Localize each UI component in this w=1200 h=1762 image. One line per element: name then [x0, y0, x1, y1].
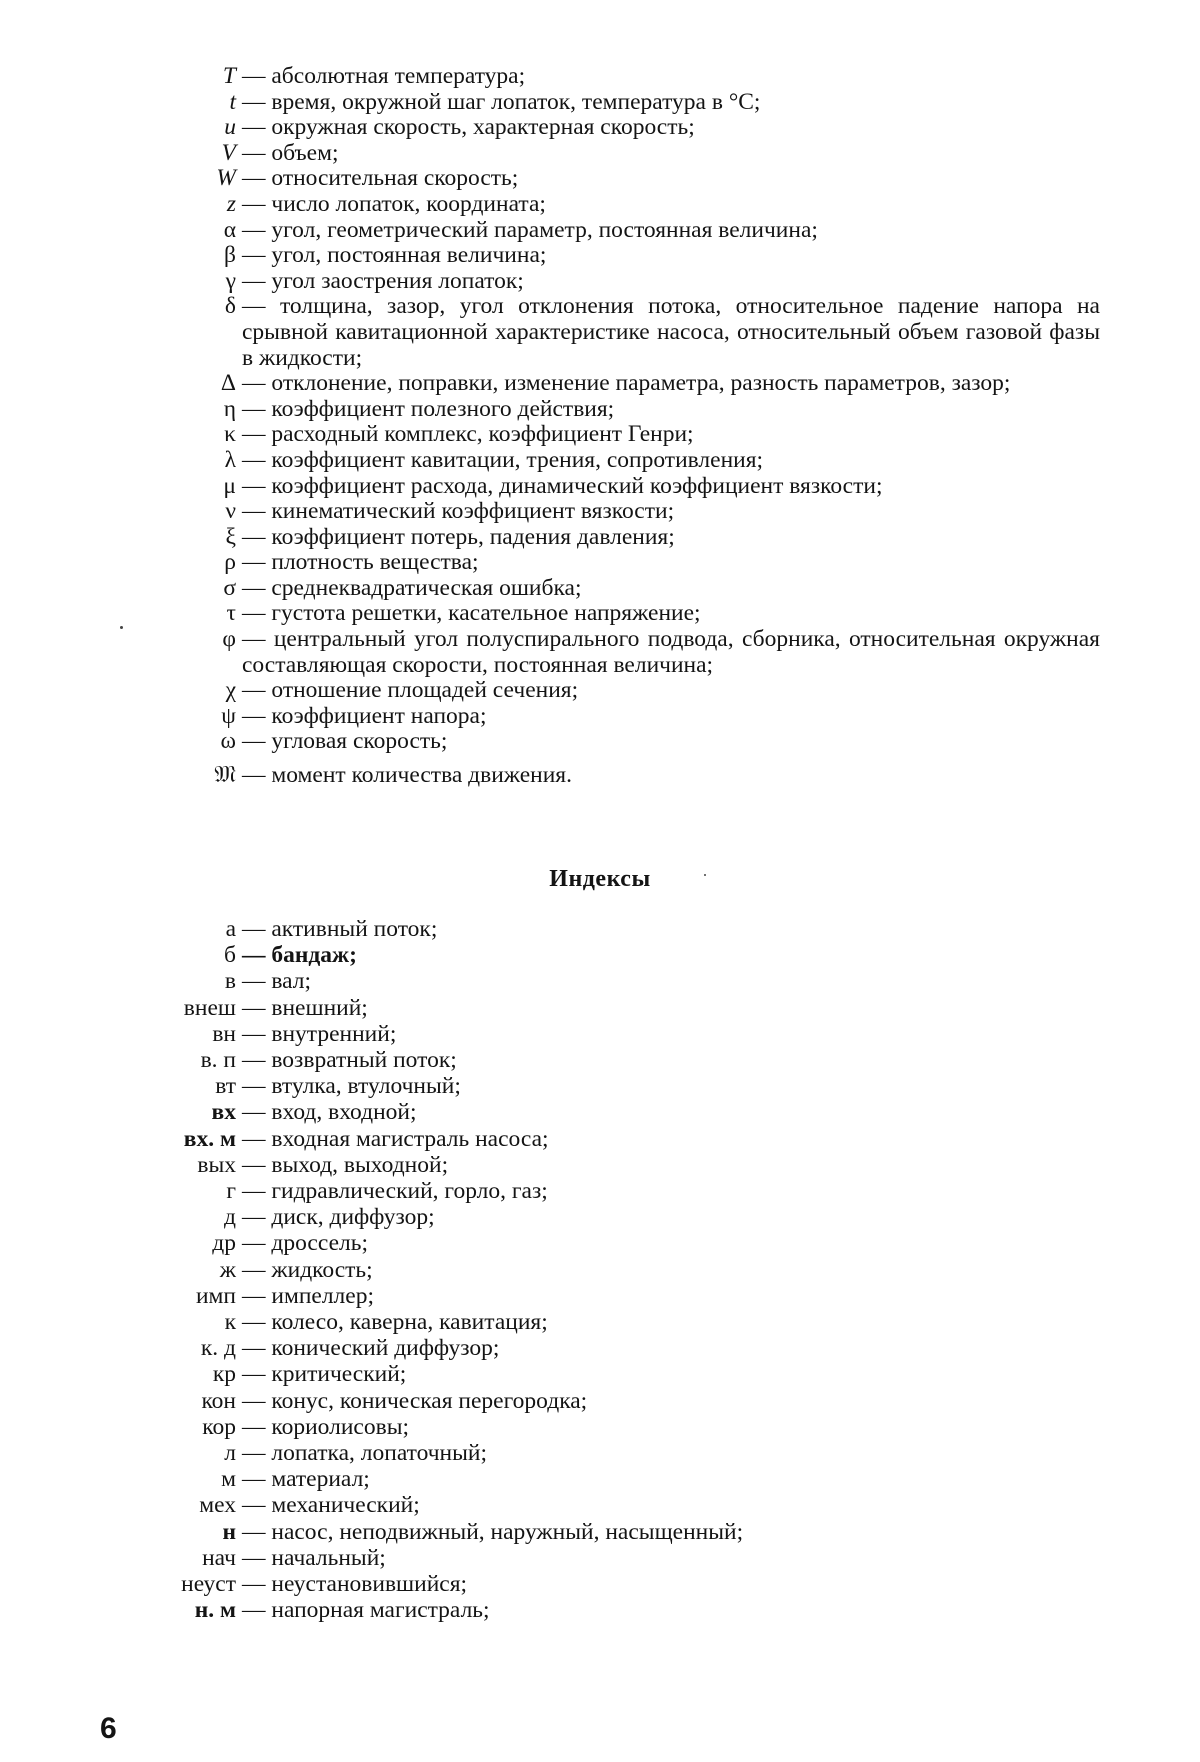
index-row — [140, 995, 900, 1021]
index-description: — дроссель; — [242, 1230, 368, 1257]
symbol-row — [180, 269, 1100, 295]
symbol-row — [180, 397, 1100, 423]
index-description: — вход, входной; — [242, 1099, 417, 1126]
index-row — [140, 1309, 900, 1335]
index-key: к. д — [200, 1335, 236, 1362]
index-row — [140, 1099, 900, 1125]
symbol-description: — момент количества движения. — [242, 762, 572, 789]
symbol-description: — среднеквадратическая ошибка; — [242, 574, 582, 601]
symbol-description: — центральный угол полуспирального подвода, сборника, относительная окружная составляющая скорости, постоянная величина; — [242, 626, 1100, 678]
index-row — [140, 1335, 900, 1361]
symbol-row — [180, 64, 1100, 90]
index-row — [140, 1230, 900, 1256]
index-key: вх — [211, 1099, 236, 1126]
symbol-description: — плотность вещества; — [242, 549, 479, 576]
index-row — [140, 1178, 900, 1204]
index-row — [140, 1571, 900, 1597]
index-description: — внешний; — [242, 994, 368, 1021]
symbol-row — [180, 704, 1100, 730]
index-key: внеш — [183, 994, 236, 1021]
index-description: — неустановившийся; — [242, 1571, 468, 1598]
symbol-row — [180, 294, 1100, 371]
symbol-row — [180, 448, 1100, 474]
index-description: — внутренний; — [242, 1020, 397, 1047]
symbols-list — [180, 64, 1100, 789]
index-row — [140, 1361, 900, 1387]
index-description: — возвратный поток; — [242, 1047, 457, 1074]
symbol-row — [180, 371, 1100, 397]
symbol-description: — окружная скорость, характерная скорость; — [242, 114, 695, 141]
symbol-key: σ — [223, 574, 236, 601]
symbol-row — [180, 218, 1100, 244]
index-row — [140, 1545, 900, 1571]
symbol-description: — абсолютная температура; — [242, 63, 526, 89]
index-description: — кориолисовы; — [242, 1413, 410, 1440]
index-row — [140, 916, 900, 942]
symbol-description: — угол, геометрический параметр, постоянная величина; — [242, 216, 818, 243]
index-description: — колесо, каверна, кавитация; — [242, 1309, 548, 1336]
symbol-description: — число лопаток, координата; — [242, 190, 546, 217]
index-row — [140, 1440, 900, 1466]
index-description: — активный поток; — [242, 916, 438, 942]
symbol-key: γ — [225, 267, 236, 294]
index-description: — конический диффузор; — [242, 1335, 500, 1362]
index-key: к — [224, 1309, 236, 1336]
symbol-key: Δ — [220, 370, 236, 397]
index-key: мех — [199, 1492, 236, 1519]
symbol-key: τ — [226, 600, 236, 627]
symbol-row — [180, 550, 1100, 576]
index-row — [140, 1466, 900, 1492]
index-key: имп — [195, 1282, 236, 1309]
index-row — [140, 1126, 900, 1152]
symbol-key: λ — [224, 446, 236, 473]
symbol-description: — коэффициент напора; — [242, 702, 487, 729]
symbol-row — [180, 729, 1100, 755]
symbol-key: V — [221, 139, 236, 166]
index-key: вн — [212, 1020, 236, 1047]
symbol-key: ψ — [221, 702, 236, 729]
index-key: др — [212, 1230, 236, 1257]
symbol-description: — время, окружной шаг лопаток, температура в °С; — [242, 88, 761, 115]
index-row — [140, 1204, 900, 1230]
symbol-description: — объем; — [242, 139, 339, 166]
symbol-row — [180, 678, 1100, 704]
symbol-key: α — [223, 216, 236, 243]
index-description: — жидкость; — [242, 1256, 373, 1283]
index-key: кон — [201, 1387, 236, 1414]
index-key: кор — [202, 1413, 236, 1440]
symbol-key: η — [223, 395, 236, 422]
symbol-description: — толщина, зазор, угол отклонения потока, относительное падение напора на срывной кавитационной характеристике насоса, относительный объем газовой фазы в жидкости; — [242, 293, 1100, 371]
symbol-key: ω — [220, 728, 236, 755]
symbol-description: — густота решетки, касательное напряжение; — [242, 600, 701, 627]
symbol-key: δ — [224, 293, 236, 320]
symbol-description: — коэффициент потерь, падения давления; — [242, 523, 675, 550]
symbol-key: β — [224, 242, 236, 269]
symbol-row — [180, 166, 1100, 192]
index-description: — начальный; — [242, 1544, 386, 1571]
index-row — [140, 1047, 900, 1073]
symbol-key: ρ — [224, 549, 236, 576]
index-description: — диск, диффузор; — [242, 1204, 435, 1231]
index-key: б — [224, 942, 236, 969]
symbol-key: ξ — [225, 523, 236, 550]
symbol-description: — коэффициент расхода, динамический коэффициент вязкости; — [242, 472, 883, 499]
index-key: м — [221, 1466, 236, 1493]
index-description: — лопатка, лопаточный; — [242, 1440, 488, 1467]
index-key: вт — [215, 1073, 236, 1100]
index-row — [140, 1597, 900, 1623]
symbol-key: W — [216, 165, 236, 192]
symbol-description: — расходный комплекс, коэффициент Генри; — [242, 421, 694, 448]
symbol-description: — угловая скорость; — [242, 728, 448, 755]
index-key: в. п — [200, 1047, 236, 1074]
index-key: л — [224, 1440, 236, 1467]
symbol-description: — кинематический коэффициент вязкости; — [242, 498, 675, 525]
symbol-row — [180, 243, 1100, 269]
symbol-key: χ — [225, 677, 236, 704]
index-row — [140, 1283, 900, 1309]
page-number: 6 — [100, 1712, 117, 1745]
index-key: неуст — [181, 1571, 236, 1598]
index-row — [140, 1492, 900, 1518]
index-key: н — [222, 1518, 236, 1545]
symbol-row — [180, 422, 1100, 448]
symbol-row — [180, 141, 1100, 167]
indices-list — [140, 916, 900, 1623]
symbol-row — [180, 601, 1100, 627]
index-row — [140, 942, 900, 968]
index-key: ж — [219, 1256, 236, 1283]
symbol-row — [180, 115, 1100, 141]
symbol-description: — отклонение, поправки, изменение параметра, разность параметров, зазор; — [242, 370, 1011, 397]
symbol-row — [180, 627, 1100, 678]
symbol-key: u — [224, 114, 236, 141]
index-key: кр — [212, 1361, 236, 1388]
symbol-row — [180, 192, 1100, 218]
symbol-description: — относительная скорость; — [242, 165, 519, 192]
scan-speck — [704, 874, 706, 876]
symbol-row — [180, 474, 1100, 500]
index-description: — конус, коническая перегородка; — [242, 1387, 588, 1414]
index-description: — импеллер; — [242, 1282, 374, 1309]
symbol-key: κ — [224, 421, 236, 448]
symbol-key: t — [229, 88, 236, 115]
index-description: — втулка, втулочный; — [242, 1073, 461, 1100]
symbol-description: — угол заострения лопаток; — [242, 267, 524, 294]
symbol-key: μ — [223, 472, 236, 499]
symbol-row — [180, 525, 1100, 551]
index-description: — насос, неподвижный, наружный, насыщенный; — [242, 1518, 744, 1545]
index-row — [140, 968, 900, 994]
symbol-row — [180, 499, 1100, 525]
index-key: д — [224, 1204, 236, 1231]
section-heading-indices: Индексы — [549, 866, 651, 892]
index-description: — критический; — [242, 1361, 407, 1388]
index-key: вых — [197, 1151, 236, 1178]
symbol-key: 𝔐 — [214, 762, 236, 789]
symbol-description: — отношение площадей сечения; — [242, 677, 579, 704]
index-description: — материал; — [242, 1466, 370, 1493]
index-description: — гидравлический, горло, газ; — [242, 1178, 548, 1205]
index-row — [140, 1257, 900, 1283]
scan-speck — [120, 626, 123, 629]
index-key: а — [225, 916, 236, 942]
index-key: г — [226, 1178, 236, 1205]
index-key: в — [224, 968, 236, 995]
index-row — [140, 1073, 900, 1099]
symbol-row — [180, 90, 1100, 116]
index-key: н. м — [194, 1597, 236, 1624]
symbol-description: — коэффициент полезного действия; — [242, 395, 615, 422]
symbol-key: ν — [225, 498, 236, 525]
symbol-key: z — [226, 190, 236, 217]
index-row — [140, 1021, 900, 1047]
symbol-description: — коэффициент кавитации, трения, сопротивления; — [242, 446, 764, 473]
index-row — [140, 1414, 900, 1440]
symbol-key: T — [222, 63, 236, 89]
index-description: — вал; — [242, 968, 312, 995]
symbol-description: — угол, постоянная величина; — [242, 242, 547, 269]
symbol-key: φ — [222, 626, 236, 653]
index-row — [140, 1388, 900, 1414]
index-description: — входная магистраль насоса; — [242, 1125, 549, 1152]
index-row — [140, 1519, 900, 1545]
index-description: — выход, выходной; — [242, 1151, 449, 1178]
index-description: — напорная магистраль; — [242, 1597, 490, 1624]
index-key: вх. м — [183, 1125, 236, 1152]
index-description: — механический; — [242, 1492, 420, 1519]
index-row — [140, 1152, 900, 1178]
index-description: — бандаж; — [242, 942, 357, 969]
symbol-row — [180, 763, 1100, 789]
symbol-row — [180, 576, 1100, 602]
index-key: нач — [202, 1544, 236, 1571]
